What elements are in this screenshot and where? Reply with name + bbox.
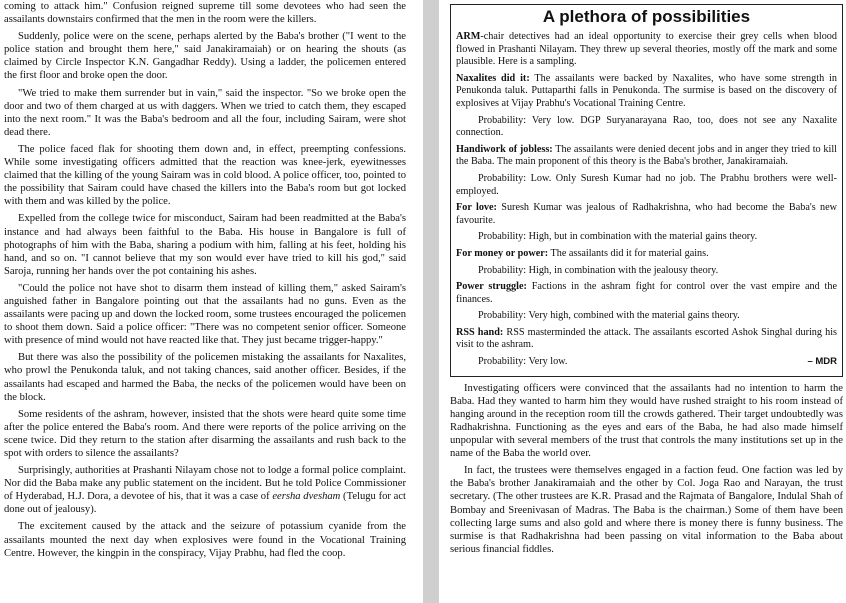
theory-probability: Probability: High, in combination with the jealousy theory. [478, 264, 719, 276]
theory-item [456, 327, 837, 352]
theory-text: Suresh Kumar was jealous of Radhakrishna, who had become the Baba's new favourite. [456, 202, 837, 226]
theory-probability: Probability: Low. Only Suresh Kumar had no job. The Prabhu brothers were well-employed. [456, 172, 837, 197]
theory-probability-text: Probability: Very low. [478, 356, 568, 368]
theory-item [456, 202, 837, 227]
theory-heading: For money or power: [456, 247, 549, 259]
sidebar-box [450, 4, 843, 377]
theory-probability: Probability: Very low. DGP Suryanarayana Rao, too, does not see any Naxalite connection. [456, 114, 837, 139]
sidebar-title: A plethora of possibilities [542, 7, 751, 26]
theory-item [456, 144, 837, 169]
theory-heading: Handiwork of jobless: [456, 143, 553, 155]
article-paragraph: "We tried to make them surrender but in vain," said the inspector. "So we broke open the door and two of them charged at us with daggers. When we tried to catch them, they escaped into the next room." It was the Baba's bedroom and all the four, including Sairam, were shot dead there. [4, 87, 406, 138]
theory-text: The assailants did it for material gains. [548, 247, 709, 259]
theory-heading: For love: [456, 202, 497, 214]
theory-item [456, 248, 837, 261]
theory-probability: Probability: Very high, combined with the material gains theory. [478, 310, 740, 322]
paragraph-text: (Telugu for act done out of jealousy). [4, 491, 406, 516]
article-paragraph: Investigating officers were convinced that the assailants had no intention to harm the Baba. Had they wanted to harm him they would have rushed straight to his room instead of hanging around in the reception room till the crowds gathered. Their target undoubtedly was Radhakrishna. Functioning as the eyes and ears of the Baba, he had also made himself unpopular with several members of the trust that controls the many institutions set up in the name of the Baba the world over. [450, 382, 843, 460]
article-paragraph: The police faced flak for shooting them down and, in effect, preempting confessions. While some investigating officers admitted that the reaction was knee-jerk, eyewitnesses claimed that the killing of the young Sairam was in cold blood. A police officer, too, pointed to the possibility that Sairam could have chased the killers into the Baba's room but got locked with them and was killed by the police. [4, 143, 406, 208]
article-paragraph: Suddenly, police were on the scene, perhaps alerted by the Baba's brother ("I went to the police station and brought them here," said Janakiramaiah) or on hearing the shouts (as claimed by Circle Inspector K.N. Gangadhar Reddy). Using a ladder, the policemen entered the first floor and broke open the door. [4, 31, 406, 82]
theory-text: The assailants were backed by Naxalites, who have some strength in Penukonda taluk. Puttaparthi falls in Penukonda. The surmise is based on the discovery of explosives at Vijay Prabhu's Vocational Training Centre. [456, 72, 837, 109]
sidebar-intro [456, 31, 837, 69]
theory-item [456, 281, 837, 306]
sidebar-byline: – MDR [807, 356, 837, 368]
theory-heading: Power struggle: [456, 281, 527, 293]
telugu-phrase: eersha dvesham [272, 491, 341, 503]
article-paragraph: In fact, the trustees were themselves engaged in a faction feud. One faction was led by the Baba's brother Janakiramaiah and the other by Col. Joga Rao and Narayan, the trust secretary. (The other trustees are K.R. Prasad and the Rajmata of Bangalore, Indulal Shah of Bombay and Sreenivasan of Madras. The Baba is the chairman.) Some of them have been collecting large sums and also gold and where there is money there is funny business. The surmise is that Radhakrishna had been passing on vital information to the Baba about serious financial fiddles. [450, 465, 843, 555]
right-column-text [450, 382, 843, 556]
article-paragraph: Some residents of the ashram, however, insisted that the shots were heard quite some time after the police entered the Baba's room. And there were reports of the police arriving on the scene twice. Did they return to the station after disarming the assailants and rush back to the spot with orders to silence the assailants? [4, 408, 406, 459]
theory-probability [456, 356, 837, 369]
article-paragraph: The excitement caused by the attack and the seizure of potassium cyanide from the assailants mounted the next day when explosives were found in the Vocational Training Centre. However, the kingpin in the conspiracy, Vijay Prabhu, had fled the coop. [4, 521, 406, 559]
theory-item [456, 73, 837, 111]
article-paragraph: But there was also the possibility of the policemen mistaking the assailants for Naxalites, who prowl the Penukonda taluk, and not taking chances, said another officer. Besides, if the assailants had escaped and harmed the Baba, the necks of the policemen would have been on the block. [4, 352, 406, 403]
paragraph-text: Surprisingly, authorities at Prashanti Nilayam chose not to lodge a formal police complaint. Nor did the Baba make any public statement on the incident. But he told Police Commissioner of Hyderabad, H.J. Dora, a devotee of his, that it was a case of [4, 465, 406, 503]
theory-probability: Probability: High, but in combination with the material gains theory. [478, 231, 758, 243]
page-gutter [423, 0, 439, 603]
theory-text: Factions in the ashram fight for control over the vast empire and the finances. [456, 281, 837, 305]
article-paragraph: "Could the police not have shot to disarm them instead of killing them," asked Sairam's anguished father in Bangalore pointing out that the assailants had no guns. Even as the assailants were pacing up and down the locked room, some trustees encouraged the policemen to shoot them down. Said a police officer: "There was no competent senior officer. Someone with presence of mind would not have reacted like that. They just became trigger-happy." [4, 282, 406, 347]
article-paragraph: coming to attack him." Confusion reigned supreme till some devotees who had seen the assailants downstairs confirmed that the men in the room were the killers. [4, 1, 406, 26]
article-paragraph [4, 464, 406, 516]
sidebar-intro-text: -chair detectives had an ideal opportunity to exercise their grey cells when blood flowed in Prashanti Nilayam. They threw up several theories, mostly off the mark and some plausible. Here is a sampling. [456, 31, 837, 68]
right-column [450, 0, 843, 560]
theory-heading: RSS hand: [456, 326, 504, 338]
theory-text: The assailants were denied decent jobs and in anger they tried to kill the Baba. The main proponent of this theory is the Baba's brother, Janakiramaiah. [456, 143, 837, 168]
theory-heading: Naxalites did it: [456, 72, 530, 84]
article-paragraph: Expelled from the college twice for misconduct, Sairam had been readmitted at the Baba's instance and had always been faithful to the Baba. His house in Bangalore is full of photographs of him with the Baba, sharing a podium with him, falling at his feet, holding his hand, and so on. "I cannot believe that my son would ever have tried to kill his god," said Saroja, running her hands over the pot containing his ashes. [4, 213, 406, 277]
left-column [4, 0, 406, 564]
sidebar-intro-lead: ARM [456, 31, 481, 42]
theory-text: RSS masterminded the attack. The assailants escorted Ashok Singhal during his visit to the ashram. [456, 326, 837, 351]
